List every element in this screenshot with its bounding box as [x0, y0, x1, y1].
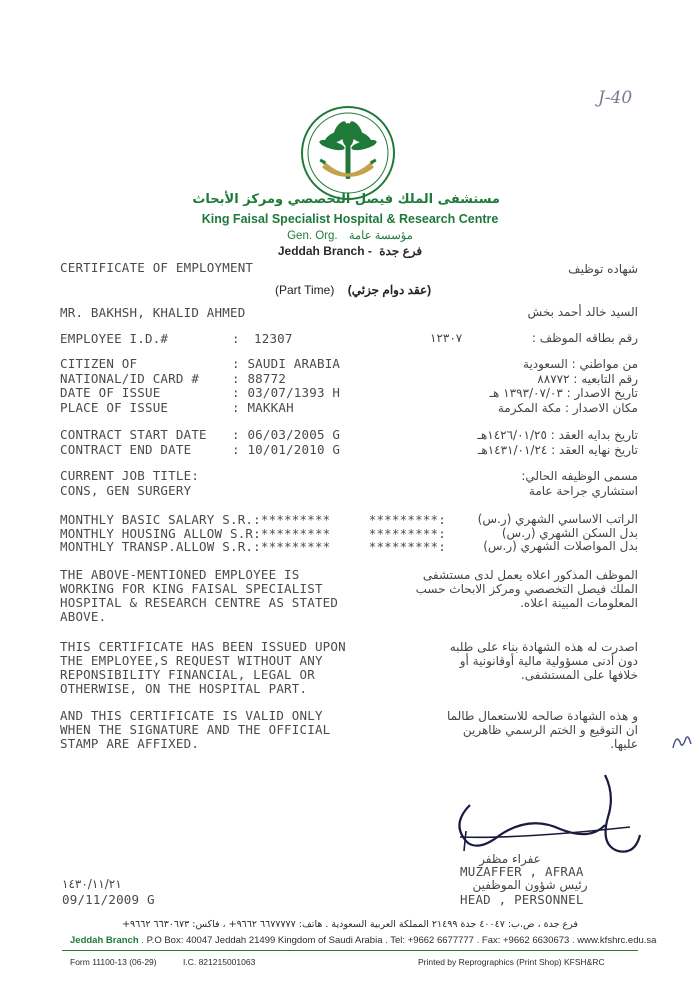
- paragraph-line: OTHERWISE, ON THE HOSPITAL PART.: [60, 681, 308, 696]
- paragraph-line-ar: و هذه الشهادة صالحه للاستعمال طالما: [446, 709, 638, 723]
- detail-ar-line: مكان الاصدار : مكة المكرمة: [497, 400, 638, 415]
- date-gregorian: 09/11/2009 G: [62, 892, 155, 907]
- branch-line: [200, 244, 500, 258]
- allowances-masked: [364, 513, 446, 554]
- paragraph-line: THE EMPLOYEE,S REQUEST WITHOUT ANY: [60, 653, 323, 668]
- allowance-line: MONTHLY TRANSP.ALLOW S.R.:*********: [60, 539, 331, 554]
- allowance-ar-line: بدل السكن الشهري (ر.س): [501, 525, 638, 540]
- detail-ar-line: من مواطني : السعودية: [523, 357, 638, 371]
- contract-ar-line: تاريخ بدايه العقد : ١٤٢٦/٠١/٢٥هـ: [477, 428, 638, 442]
- contract-values: [232, 428, 340, 457]
- footer-tel: Tel: +9662 6677777: [390, 935, 474, 946]
- paragraph-line-ar: الملك فيصل التخصصي ومركز الابحاث حسب: [415, 582, 638, 596]
- contract-value: : 06/03/2005 G: [232, 427, 341, 442]
- paragraph-line-ar: الموظف المذكور اعلاه يعمل لدى مستشفى: [422, 568, 638, 582]
- allowance-line: MONTHLY BASIC SALARY S.R.:*********: [60, 512, 331, 527]
- paragraph-line-ar: اصدرت له هذه الشهادة بناء على طلبه: [449, 640, 638, 654]
- job-title-value-ar: استشاري جراحة عامة: [528, 483, 638, 498]
- details-values: [232, 357, 340, 415]
- paragraph-line-ar: خلافها على المستشفى.: [520, 668, 638, 682]
- hospital-logo: [300, 105, 396, 201]
- branch-ar: فرع جدة: [379, 244, 423, 258]
- part-time-en: (Part Time): [275, 283, 335, 297]
- contract-labels: [60, 428, 207, 457]
- footer-branch: Jeddah Branch: [70, 935, 139, 946]
- job-title-label: CURRENT JOB TITLE:: [60, 468, 200, 483]
- job-title-label-ar: مسمى الوظيفه الحالي:: [521, 469, 638, 483]
- signatory-name-en: MUZAFFER , AFRAA: [460, 864, 584, 879]
- branch-en: Jeddah Branch -: [277, 244, 372, 258]
- detail-ar-line: رقم التابعيه : ٨٨٧٧٢: [537, 371, 638, 386]
- hospital-name-ar: مستشفى الملك فيصل التخصصي ومركز الأبحاث: [192, 192, 500, 207]
- allowance-masked-value: *********:: [368, 525, 446, 541]
- paragraph-line: ABOVE.: [60, 609, 107, 624]
- detail-label: PLACE OF ISSUE: [60, 399, 169, 415]
- paragraph-2-ar: [450, 640, 638, 682]
- printed-by: Printed by Reprographics (Print Shop) KFSH&RC: [418, 957, 605, 967]
- paragraph-line-ar: عليها.: [610, 737, 638, 751]
- paragraph-line: WORKING FOR KING FAISAL SPECIALIST: [60, 581, 323, 596]
- allowance-masked-value: *********:: [368, 512, 446, 527]
- paragraph-1-en: [60, 568, 338, 624]
- allowance-masked-value: *********:: [368, 539, 446, 554]
- detail-value: : 88772: [232, 370, 287, 386]
- allowances-ar: [478, 513, 638, 554]
- paragraph-line-ar: المعلومات المبينة اعلاه.: [520, 596, 638, 610]
- footer-fax: Fax: +9662 6630673: [481, 935, 570, 946]
- footer-address-en: Jeddah Branch . P.O Box: 40047 Jeddah 21499 Kingdom of Saudi Arabia . Tel: +9662 6677777 . Fax: +9662 6630673 . www.kfshrc.edu.sa: [70, 935, 657, 946]
- contract-ar: [477, 428, 638, 457]
- job-block: [60, 469, 199, 498]
- certificate-title-ar: شهاده توظيف: [568, 262, 638, 276]
- paragraph-3-en: [60, 709, 330, 751]
- paragraph-line: THIS CERTIFICATE HAS BEEN ISSUED UPON: [60, 639, 346, 654]
- employee-id-label: EMPLOYEE I.D.#: [60, 331, 169, 346]
- paragraph-line: STAMP ARE AFFIXED.: [60, 736, 200, 751]
- details-ar: [490, 357, 639, 415]
- paragraph-2-en: [60, 640, 346, 696]
- detail-ar-line: تاريخ الاصدار : ١٣٩٣/٠٧/٠٣ هـ: [489, 386, 638, 400]
- signatory-name-ar: عفراء مظفر: [479, 852, 541, 866]
- contract-label: CONTRACT END DATE: [60, 441, 192, 457]
- employee-name-ar: السيد خالد أحمد بخش: [527, 305, 638, 319]
- allowance-ar-line: بدل المواصلات الشهري (ر.س): [483, 539, 638, 553]
- allowance-line: MONTHLY HOUSING ALLOW S.R:*********: [60, 525, 331, 541]
- job-title-value: CONS, GEN SURGERY: [60, 482, 192, 498]
- gen-org-ar: مؤسسة عامة: [348, 230, 413, 242]
- paragraph-line: THE ABOVE-MENTIONED EMPLOYEE IS: [60, 567, 300, 582]
- detail-value: : 03/07/1393 H: [232, 385, 341, 400]
- footer-web[interactable]: www.kfshrc.edu.sa: [577, 935, 657, 946]
- signatory-title-en: HEAD , PERSONNEL: [460, 892, 584, 907]
- employee-id-value: 12307: [254, 331, 293, 346]
- certificate-title-en: CERTIFICATE OF EMPLOYMENT: [60, 260, 254, 275]
- paragraph-line: REPONSIBILITY FINANCIAL, LEGAL OR: [60, 667, 315, 682]
- footer-address: P.O Box: 40047 Jeddah 21499 Kingdom of Saudi Arabia: [146, 935, 383, 946]
- palm-crossed-swords-emblem-icon: [300, 105, 396, 201]
- contract-label: CONTRACT START DATE: [60, 427, 207, 442]
- paragraph-1-ar: [416, 568, 638, 610]
- part-time-ar: (عقد دوام جزئي): [347, 283, 432, 297]
- handwritten-reference: J-40: [598, 88, 633, 108]
- detail-label: DATE OF ISSUE: [60, 385, 161, 400]
- detail-label: CITIZEN OF: [60, 356, 138, 371]
- footer-rule: [62, 950, 638, 951]
- form-number: Form 11100-13 (06-29): [70, 957, 157, 967]
- detail-label: NATIONAL/ID CARD #: [60, 370, 200, 386]
- ic-number: I.C. 821215001063: [183, 957, 256, 967]
- employee-name-en: MR. BAKHSH, KHALID AHMED: [60, 305, 246, 320]
- signatory-title-ar: رئيس شؤون الموظفين: [472, 878, 588, 892]
- employee-id-value-ar: ١٢٣٠٧: [430, 331, 463, 345]
- contract-ar-line: تاريخ نهايه العقد : ١٤٣١/٠١/٢٤هـ: [477, 442, 638, 457]
- employee-id-sep: :: [232, 331, 240, 346]
- paragraph-line: WHEN THE SIGNATURE AND THE OFFICIAL: [60, 722, 331, 737]
- paragraph-line: HOSPITAL & RESEARCH CENTRE AS STATED: [60, 595, 339, 610]
- initials-mark: [670, 730, 694, 759]
- contract-value: : 10/01/2010 G: [232, 441, 341, 457]
- hospital-name-en: King Faisal Specialist Hospital & Research Centre: [201, 212, 499, 226]
- job-block-ar: [521, 469, 638, 498]
- employee-id-label-ar: رقم بطاقه الموظف :: [531, 331, 638, 345]
- detail-value: : SAUDI ARABIA: [232, 356, 341, 371]
- paragraph-line-ar: دون أدنى مسؤولية مالية أوقانونية أو: [459, 654, 638, 668]
- gen-org: [200, 228, 500, 242]
- allowances-en: [60, 513, 330, 554]
- paragraph-line: AND THIS CERTIFICATE IS VALID ONLY: [60, 708, 323, 723]
- paragraph-line-ar: ان التوقيع و الختم الرسمي ظاهرين: [462, 723, 638, 737]
- allowance-ar-line: الراتب الاساسي الشهري (ر.س): [477, 512, 638, 526]
- date-hijri: ١٤٣٠/١١/٢١: [62, 877, 122, 891]
- footer-address-ar: فرع جدة ، ص.ب: ٤٠٠٤٧ جدة ٢١٤٩٩ المملكة العربية السعودية . هاتف: ٦٦٧٧٧٧٧ ٩٦٦٢+ ، فاكس: ٦٦٣٠٦٧٣ ٩٦٦٢+: [122, 919, 578, 930]
- paragraph-3-ar: [447, 709, 638, 751]
- details-labels: [60, 357, 199, 415]
- detail-value: : MAKKAH: [232, 399, 294, 415]
- gen-org-en: Gen. Org.: [287, 230, 338, 242]
- part-time-line: [275, 283, 431, 297]
